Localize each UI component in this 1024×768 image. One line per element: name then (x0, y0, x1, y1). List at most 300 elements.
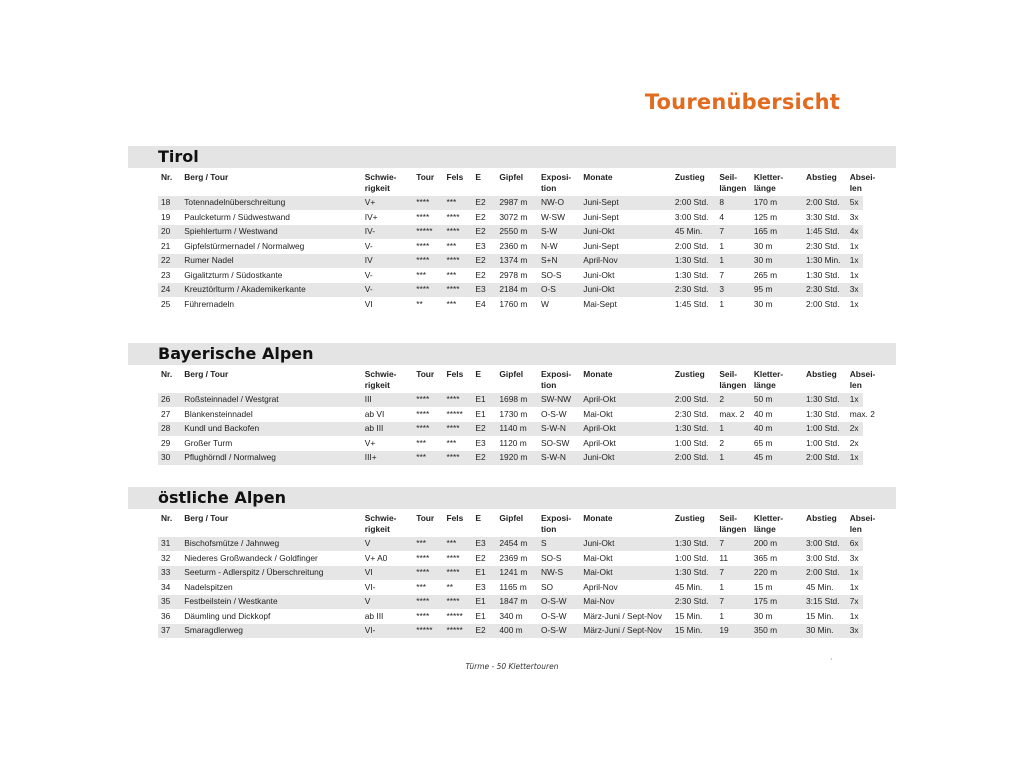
cell-monate: Mai-Sept (580, 298, 672, 312)
table-header-row (158, 169, 863, 195)
cell-abseilen: 7x (847, 595, 863, 609)
cell-e: E2 (472, 269, 496, 283)
cell-abstieg: 2:00 Std. (803, 298, 847, 312)
cell-fels: **** (444, 566, 473, 580)
cell-seillaengen: 1 (716, 610, 751, 624)
cell-e: E1 (472, 610, 496, 624)
cell-berg-tour: Kreuztörlturm / Akademikerkante (181, 283, 362, 297)
section-bar (128, 343, 896, 365)
cell-berg-tour: Gipfelstürmernadel / Normalweg (181, 240, 362, 254)
cell-abstieg: 1:00 Std. (803, 437, 847, 451)
cell-exposition: SO-S (538, 269, 580, 283)
cell-seillaengen: 2 (716, 393, 751, 407)
cell-zustieg: 1:30 Std. (672, 254, 716, 268)
cell-berg-tour: Gigalitzturm / Südostkante (181, 269, 362, 283)
cell-abseilen: 1x (847, 581, 863, 595)
cell-e: E1 (472, 595, 496, 609)
cell-abseilen: 5x (847, 196, 863, 210)
cell-gipfel: 1140 m (496, 422, 538, 436)
column-header-seillaengen: Seil- längen (719, 172, 747, 193)
table-row (158, 254, 863, 268)
cell-zustieg: 15 Min. (672, 610, 716, 624)
table-row (158, 581, 863, 595)
column-header-berg-tour: Berg / Tour (184, 369, 229, 379)
column-header-e: E (475, 172, 481, 182)
cell-monate: Juni-Sept (580, 240, 672, 254)
cell-fels: **** (444, 451, 473, 465)
table-row (158, 211, 863, 225)
column-header-schwierigkeit: Schwie- rigkeit (364, 172, 397, 193)
cell-exposition: W (538, 298, 580, 312)
cell-tour: **** (413, 408, 443, 422)
cell-abstieg: 2:00 Std. (803, 566, 847, 580)
cell-seillaengen: 7 (716, 269, 751, 283)
cell-monate: Mai-Nov (580, 595, 672, 609)
column-header-gipfel: Gipfel (499, 369, 524, 379)
cell-fels: **** (444, 552, 473, 566)
section-title: Bayerische Alpen (158, 344, 314, 363)
cell-berg-tour: Rumer Nadel (181, 254, 362, 268)
column-header-abseilen: Absei- len (849, 513, 876, 534)
cell-fels: ***** (444, 624, 473, 638)
cell-seillaengen: 7 (716, 595, 751, 609)
section-bar (128, 146, 896, 168)
cell-berg-tour: Spiehlerturm / Westwand (181, 225, 362, 239)
cell-zustieg: 1:30 Std. (672, 537, 716, 551)
table-row (158, 595, 863, 609)
cell-tour: **** (413, 283, 443, 297)
cell-exposition: O-S-W (538, 595, 580, 609)
cell-schwierigkeit: ab VI (362, 408, 413, 422)
cell-e: E2 (472, 552, 496, 566)
cell-abstieg: 3:00 Std. (803, 537, 847, 551)
cell-zustieg: 2:00 Std. (672, 240, 716, 254)
table-row (158, 610, 863, 624)
cell-gipfel: 2369 m (496, 552, 538, 566)
cell-gipfel: 1760 m (496, 298, 538, 312)
cell-zustieg: 2:00 Std. (672, 196, 716, 210)
cell-berg-tour: Blankensteinnadel (181, 408, 362, 422)
cell-nr: 33 (158, 566, 181, 580)
cell-abstieg: 45 Min. (803, 581, 847, 595)
cell-gipfel: 2987 m (496, 196, 538, 210)
column-header-exposition: Exposi- tion (540, 172, 572, 193)
cell-fels: *** (444, 240, 473, 254)
cell-kletterlaenge: 175 m (751, 595, 803, 609)
column-header-gipfel: Gipfel (499, 172, 524, 182)
cell-e: E2 (472, 254, 496, 268)
column-header-gipfel: Gipfel (499, 513, 524, 523)
column-header-e: E (475, 513, 481, 523)
cell-abstieg: 15 Min. (803, 610, 847, 624)
cell-exposition: SO-S (538, 552, 580, 566)
cell-gipfel: 1698 m (496, 393, 538, 407)
cell-abseilen: 3x (847, 283, 863, 297)
cell-gipfel: 2184 m (496, 283, 538, 297)
cell-kletterlaenge: 365 m (751, 552, 803, 566)
column-header-kletterlaenge: Kletter- länge (753, 172, 784, 193)
cell-seillaengen: 1 (716, 581, 751, 595)
cell-monate: Juni-Okt (580, 269, 672, 283)
cell-e: E3 (472, 240, 496, 254)
cell-abstieg: 3:15 Std. (803, 595, 847, 609)
cell-monate: April-Nov (580, 254, 672, 268)
cell-nr: 19 (158, 211, 181, 225)
cell-abseilen: 1x (847, 240, 863, 254)
cell-abseilen: 2x (847, 437, 863, 451)
column-header-zustieg: Zustieg (674, 172, 705, 182)
cell-gipfel: 3072 m (496, 211, 538, 225)
cell-exposition: N-W (538, 240, 580, 254)
table-row (158, 552, 863, 566)
cell-berg-tour: Nadelspitzen (181, 581, 362, 595)
cell-tour: **** (413, 422, 443, 436)
column-header-nr: Nr. (161, 513, 173, 523)
section-tirol (128, 146, 896, 312)
cell-exposition: S-W (538, 225, 580, 239)
cell-abseilen: 2x (847, 422, 863, 436)
page-footer: Türme - 50 Klettertouren (465, 662, 559, 671)
cell-abstieg: 2:30 Std. (803, 240, 847, 254)
tour-table (158, 365, 876, 466)
table-row (158, 283, 863, 297)
cell-fels: *** (444, 196, 473, 210)
cell-e: E3 (472, 581, 496, 595)
cell-monate: Juni-Okt (580, 537, 672, 551)
cell-fels: **** (444, 254, 473, 268)
table-row (158, 269, 863, 283)
cell-e: E2 (472, 211, 496, 225)
cell-abstieg: 1:30 Std. (803, 408, 847, 422)
cell-gipfel: 1847 m (496, 595, 538, 609)
table-row (158, 437, 863, 451)
column-header-abstieg: Abstieg (806, 513, 837, 523)
cell-monate: April-Nov (580, 581, 672, 595)
cell-gipfel: 2978 m (496, 269, 538, 283)
column-header-tour: Tour (416, 369, 435, 379)
cell-schwierigkeit: ab III (362, 610, 413, 624)
cell-kletterlaenge: 50 m (751, 393, 803, 407)
cell-schwierigkeit: ab III (362, 422, 413, 436)
cell-tour: **** (413, 610, 443, 624)
cell-monate: März-Juni / Sept-Nov (580, 624, 672, 638)
column-header-exposition: Exposi- tion (540, 513, 572, 534)
cell-kletterlaenge: 200 m (751, 537, 803, 551)
table-row (158, 298, 863, 312)
cell-nr: 34 (158, 581, 181, 595)
cell-nr: 37 (158, 624, 181, 638)
cell-kletterlaenge: 40 m (751, 408, 803, 422)
cell-berg-tour: Pflughörndl / Normalweg (181, 451, 362, 465)
section-title: Tirol (158, 147, 199, 166)
cell-tour: *** (413, 537, 443, 551)
cell-nr: 27 (158, 408, 181, 422)
cell-schwierigkeit: V- (362, 240, 413, 254)
cell-schwierigkeit: VI- (362, 624, 413, 638)
cell-kletterlaenge: 30 m (751, 298, 803, 312)
cell-e: E2 (472, 624, 496, 638)
cell-tour: **** (413, 254, 443, 268)
cell-tour: **** (413, 240, 443, 254)
column-header-fels: Fels (446, 172, 464, 182)
cell-e: E1 (472, 393, 496, 407)
table-row (158, 537, 863, 551)
column-header-fels: Fels (446, 369, 464, 379)
cell-e: E2 (472, 196, 496, 210)
cell-berg-tour: Bischofsmütze / Jahnweg (181, 537, 362, 551)
table-row (158, 408, 863, 422)
cell-kletterlaenge: 220 m (751, 566, 803, 580)
cell-gipfel: 1120 m (496, 437, 538, 451)
cell-schwierigkeit: V+ A0 (362, 552, 413, 566)
cell-gipfel: 1241 m (496, 566, 538, 580)
cell-monate: Mai-Okt (580, 566, 672, 580)
cell-abstieg: 1:00 Std. (803, 422, 847, 436)
table-row (158, 240, 863, 254)
cell-abseilen: 4x (847, 225, 863, 239)
column-header-abseilen: Absei- len (849, 172, 876, 193)
cell-gipfel: 1374 m (496, 254, 538, 268)
cell-fels: **** (444, 422, 473, 436)
cell-abstieg: 3:30 Std. (803, 211, 847, 225)
cell-zustieg: 1:00 Std. (672, 552, 716, 566)
column-header-kletterlaenge: Kletter- länge (753, 513, 784, 534)
cell-schwierigkeit: III+ (362, 451, 413, 465)
cell-zustieg: 1:45 Std. (672, 298, 716, 312)
cell-e: E3 (472, 437, 496, 451)
cell-abseilen: 1x (847, 298, 863, 312)
cell-exposition: O-S-W (538, 610, 580, 624)
column-header-monate: Monate (583, 172, 613, 182)
cell-kletterlaenge: 95 m (751, 283, 803, 297)
cell-exposition: SO (538, 581, 580, 595)
cell-seillaengen: 1 (716, 422, 751, 436)
cell-gipfel: 1730 m (496, 408, 538, 422)
cell-seillaengen: 11 (716, 552, 751, 566)
cell-nr: 18 (158, 196, 181, 210)
cell-monate: Juni-Okt (580, 451, 672, 465)
cell-kletterlaenge: 125 m (751, 211, 803, 225)
cell-exposition: NW-O (538, 196, 580, 210)
cell-zustieg: 45 Min. (672, 225, 716, 239)
cell-schwierigkeit: V+ (362, 196, 413, 210)
cell-nr: 36 (158, 610, 181, 624)
cell-fels: **** (444, 211, 473, 225)
column-header-tour: Tour (416, 172, 435, 182)
section-title: östliche Alpen (158, 488, 286, 507)
cell-abseilen: max. 2 (847, 408, 863, 422)
page-mark: · (830, 655, 833, 664)
cell-fels: *** (444, 537, 473, 551)
cell-berg-tour: Großer Turm (181, 437, 362, 451)
cell-exposition: S-W-N (538, 451, 580, 465)
cell-fels: **** (444, 393, 473, 407)
cell-tour: **** (413, 393, 443, 407)
cell-schwierigkeit: IV (362, 254, 413, 268)
section-oestliche-alpen (128, 487, 896, 639)
cell-schwierigkeit: V- (362, 269, 413, 283)
cell-kletterlaenge: 45 m (751, 451, 803, 465)
cell-schwierigkeit: IV- (362, 225, 413, 239)
table-row (158, 196, 863, 210)
cell-e: E3 (472, 283, 496, 297)
cell-schwierigkeit: III (362, 393, 413, 407)
cell-e: E1 (472, 566, 496, 580)
cell-fels: *** (444, 437, 473, 451)
cell-gipfel: 2454 m (496, 537, 538, 551)
cell-abstieg: 1:30 Std. (803, 393, 847, 407)
cell-e: E4 (472, 298, 496, 312)
cell-abseilen: 1x (847, 451, 863, 465)
cell-seillaengen: 8 (716, 196, 751, 210)
cell-seillaengen: 7 (716, 566, 751, 580)
cell-nr: 28 (158, 422, 181, 436)
cell-zustieg: 3:00 Std. (672, 211, 716, 225)
column-header-berg-tour: Berg / Tour (184, 513, 229, 523)
table-row (158, 566, 863, 580)
cell-abseilen: 3x (847, 552, 863, 566)
cell-tour: **** (413, 211, 443, 225)
column-header-exposition: Exposi- tion (540, 369, 572, 390)
cell-tour: *** (413, 269, 443, 283)
cell-zustieg: 2:30 Std. (672, 408, 716, 422)
table-row (158, 422, 863, 436)
cell-exposition: S+N (538, 254, 580, 268)
cell-berg-tour: Roßsteinnadel / Westgrat (181, 393, 362, 407)
cell-schwierigkeit: V (362, 595, 413, 609)
page-title: Tourenübersicht (644, 90, 840, 114)
cell-exposition: SW-NW (538, 393, 580, 407)
cell-tour: **** (413, 566, 443, 580)
cell-abseilen: 3x (847, 624, 863, 638)
cell-tour: *** (413, 581, 443, 595)
cell-seillaengen: 2 (716, 437, 751, 451)
cell-tour: ** (413, 298, 443, 312)
cell-kletterlaenge: 40 m (751, 422, 803, 436)
cell-abseilen: 1x (847, 393, 863, 407)
table-row (158, 451, 863, 465)
cell-tour: *** (413, 437, 443, 451)
cell-nr: 23 (158, 269, 181, 283)
cell-abseilen: 6x (847, 537, 863, 551)
cell-nr: 21 (158, 240, 181, 254)
cell-fels: ***** (444, 610, 473, 624)
cell-gipfel: 1165 m (496, 581, 538, 595)
cell-abstieg: 2:00 Std. (803, 451, 847, 465)
cell-nr: 29 (158, 437, 181, 451)
cell-e: E1 (472, 408, 496, 422)
cell-fels: *** (444, 269, 473, 283)
cell-nr: 26 (158, 393, 181, 407)
cell-abseilen: 1x (847, 254, 863, 268)
table-header-row (158, 510, 863, 536)
cell-zustieg: 1:30 Std. (672, 269, 716, 283)
cell-seillaengen: 7 (716, 225, 751, 239)
cell-monate: Juni-Okt (580, 225, 672, 239)
cell-berg-tour: Führernadeln (181, 298, 362, 312)
cell-nr: 30 (158, 451, 181, 465)
column-header-tour: Tour (416, 513, 435, 523)
column-header-monate: Monate (583, 513, 613, 523)
column-header-schwierigkeit: Schwie- rigkeit (364, 513, 397, 534)
cell-fels: ***** (444, 408, 473, 422)
cell-nr: 20 (158, 225, 181, 239)
cell-monate: Mai-Okt (580, 408, 672, 422)
table-row (158, 624, 863, 638)
column-header-schwierigkeit: Schwie- rigkeit (364, 369, 397, 390)
cell-seillaengen: 1 (716, 451, 751, 465)
cell-exposition: S (538, 537, 580, 551)
column-header-monate: Monate (583, 369, 613, 379)
cell-zustieg: 1:00 Std. (672, 437, 716, 451)
cell-exposition: W-SW (538, 211, 580, 225)
cell-kletterlaenge: 165 m (751, 225, 803, 239)
cell-zustieg: 1:30 Std. (672, 566, 716, 580)
cell-e: E2 (472, 451, 496, 465)
cell-fels: ** (444, 581, 473, 595)
cell-kletterlaenge: 30 m (751, 240, 803, 254)
column-header-abseilen: Absei- len (849, 369, 876, 390)
cell-abseilen: 3x (847, 211, 863, 225)
cell-tour: **** (413, 595, 443, 609)
cell-abstieg: 2:00 Std. (803, 196, 847, 210)
section-bayerische-alpen (128, 343, 896, 466)
table-header-row (158, 366, 863, 392)
cell-monate: Juni-Okt (580, 283, 672, 297)
cell-zustieg: 1:30 Std. (672, 422, 716, 436)
cell-kletterlaenge: 30 m (751, 610, 803, 624)
cell-kletterlaenge: 265 m (751, 269, 803, 283)
cell-monate: April-Okt (580, 437, 672, 451)
cell-kletterlaenge: 170 m (751, 196, 803, 210)
cell-zustieg: 2:00 Std. (672, 451, 716, 465)
cell-schwierigkeit: V+ (362, 437, 413, 451)
column-header-seillaengen: Seil- längen (719, 369, 747, 390)
cell-abstieg: 30 Min. (803, 624, 847, 638)
column-header-nr: Nr. (161, 369, 173, 379)
cell-zustieg: 15 Min. (672, 624, 716, 638)
cell-berg-tour: Totennadelnüberschreitung (181, 196, 362, 210)
cell-e: E2 (472, 225, 496, 239)
cell-zustieg: 45 Min. (672, 581, 716, 595)
cell-exposition: SO-SW (538, 437, 580, 451)
cell-schwierigkeit: V (362, 537, 413, 551)
tour-table (158, 509, 876, 639)
cell-seillaengen: 3 (716, 283, 751, 297)
cell-schwierigkeit: VI (362, 298, 413, 312)
cell-monate: April-Okt (580, 393, 672, 407)
cell-exposition: O-S-W (538, 408, 580, 422)
cell-abseilen: 1x (847, 610, 863, 624)
column-header-zustieg: Zustieg (674, 513, 705, 523)
cell-schwierigkeit: VI (362, 566, 413, 580)
cell-seillaengen: 4 (716, 211, 751, 225)
cell-exposition: O-S (538, 283, 580, 297)
cell-schwierigkeit: V- (362, 283, 413, 297)
cell-seillaengen: max. 2 (716, 408, 751, 422)
cell-schwierigkeit: IV+ (362, 211, 413, 225)
column-header-abstieg: Abstieg (806, 369, 837, 379)
cell-gipfel: 2360 m (496, 240, 538, 254)
column-header-seillaengen: Seil- längen (719, 513, 747, 534)
cell-fels: **** (444, 283, 473, 297)
column-header-fels: Fels (446, 513, 464, 523)
cell-nr: 22 (158, 254, 181, 268)
cell-gipfel: 2550 m (496, 225, 538, 239)
cell-nr: 31 (158, 537, 181, 551)
cell-zustieg: 2:30 Std. (672, 283, 716, 297)
cell-abstieg: 1:30 Min. (803, 254, 847, 268)
